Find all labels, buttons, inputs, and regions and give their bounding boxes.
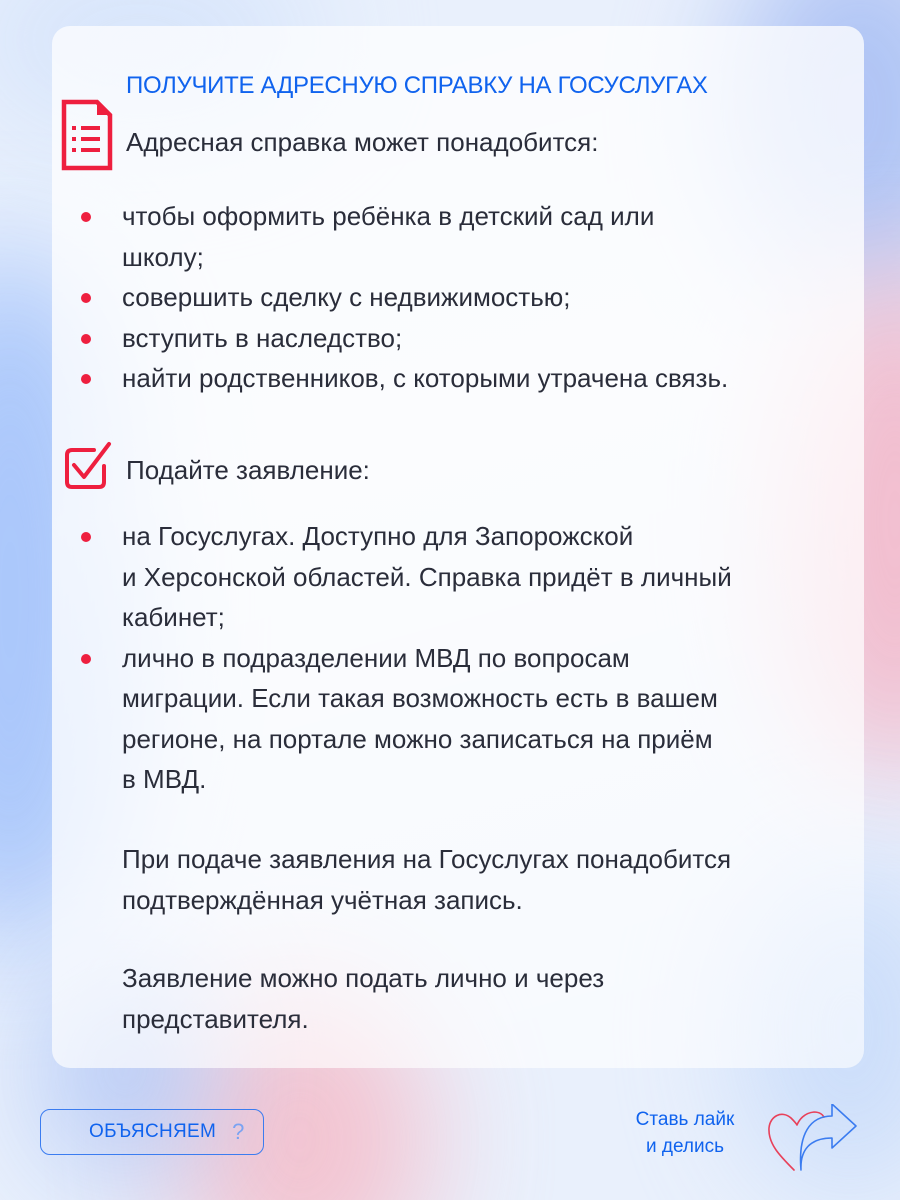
list-item: чтобы оформить ребёнка в детский сад или школу;	[78, 196, 870, 277]
list-item: найти родственников, с которыми утрачена связь.	[78, 358, 870, 399]
list-item: на Госуслугах. Доступно для Запорожской и Херсонской областей. Справка придёт в личный кабинет;	[78, 516, 870, 638]
document-list-icon	[61, 99, 113, 171]
heart-share-icon[interactable]	[766, 1104, 860, 1172]
question-mark-icon: ?	[232, 1119, 245, 1144]
note-verified-account: При подаче заявления на Госуслугах понадобится подтверждённая учётная запись.	[122, 844, 732, 915]
note-representative: Заявление можно подать лично и через представителя.	[122, 963, 605, 1034]
section-apply-heading: Подайте заявление:	[126, 455, 370, 485]
section-need-heading: Адресная справка может понадобится:	[126, 127, 599, 157]
page-title: ПОЛУЧИТЕ АДРЕСНУЮ СПРАВКУ НА ГОСУСЛУГАХ	[126, 72, 708, 99]
explain-button[interactable]	[40, 1109, 264, 1155]
list-item: лично в подразделении МВД по вопросам миграции. Если такая возможность есть в вашем регионе, на портале можно записаться на приём в МВД.	[78, 638, 870, 800]
apply-list	[78, 516, 870, 800]
bullet-dot-icon	[81, 334, 91, 344]
bullet-dot-icon	[81, 212, 91, 222]
share-caption: Ставь лайк и делись	[635, 1109, 735, 1157]
bullet-dot-icon	[81, 654, 91, 664]
bullet-dot-icon	[81, 293, 91, 303]
explain-button-label: ОБЪЯСНЯЕМ	[89, 1121, 217, 1142]
list-item: вступить в наследство;	[78, 318, 870, 359]
bullet-dot-icon	[81, 532, 91, 542]
bullet-dot-icon	[81, 374, 91, 384]
list-item: совершить сделку с недвижимостью;	[78, 277, 870, 318]
checkbox-check-icon	[64, 440, 112, 490]
need-list	[78, 196, 870, 399]
